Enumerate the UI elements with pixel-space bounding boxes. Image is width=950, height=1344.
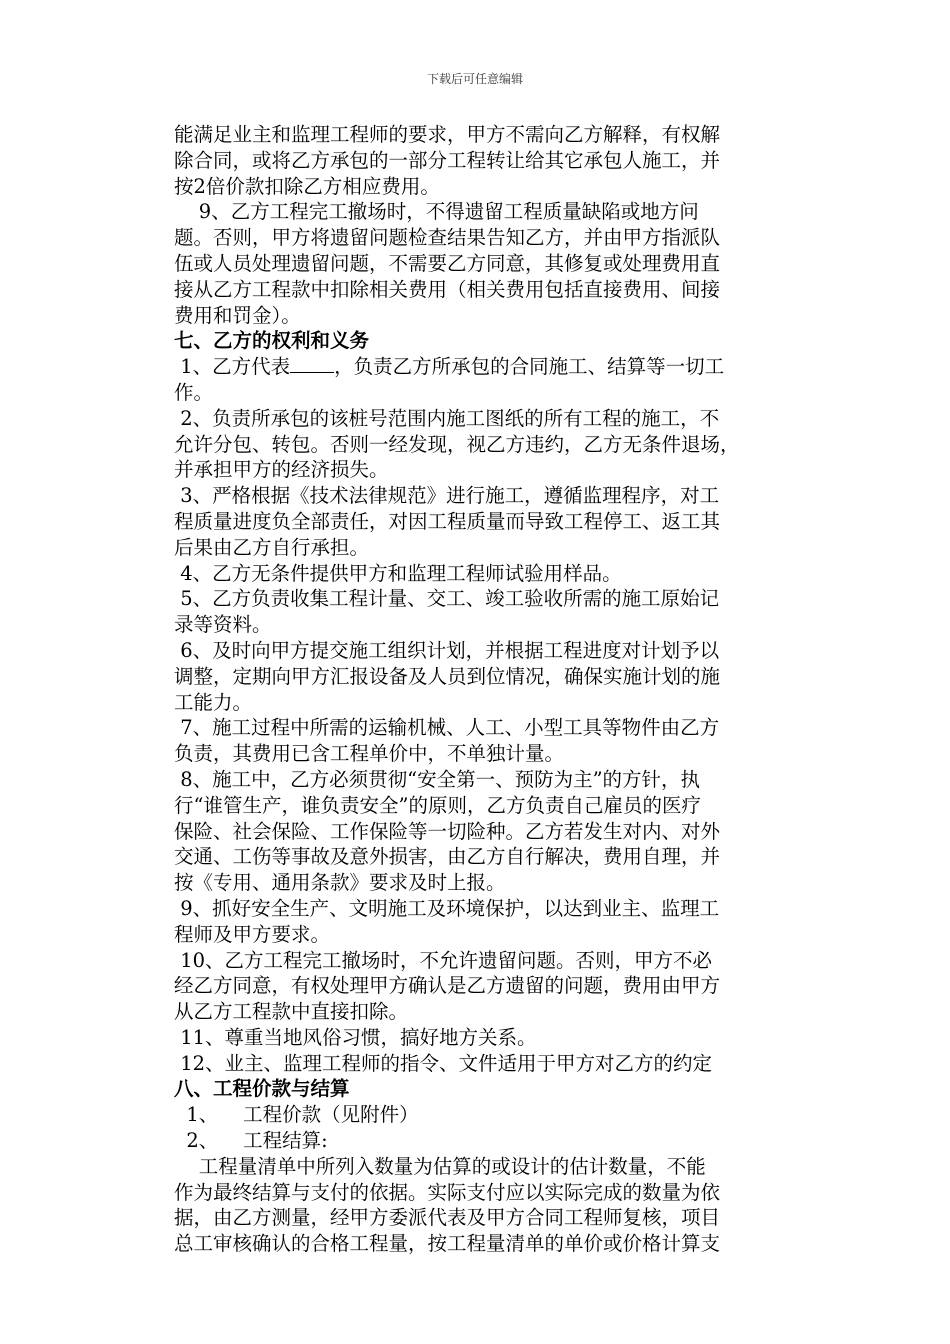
text-line: 交通、工伤等事故及意外损害，由乙方自行解决，费用自理，并: [174, 845, 721, 869]
text-line: 2、负责所承包的该桩号范围内施工图纸的所有工程的施工，不: [174, 406, 720, 430]
text-line: 调整，定期向甲方汇报设备及人员到位情况，确保实施计划的施: [174, 664, 721, 688]
text-line: 12、业主、监理工程师的指令、文件适用于甲方对乙方的约定: [174, 1051, 713, 1075]
page-header: 下载后可任意编辑: [426, 72, 523, 86]
text-line: 7、施工过程中所需的运输机械、人工、小型工具等物件由乙方: [174, 716, 720, 740]
document-body: [174, 122, 814, 1257]
text-line: 经乙方同意，有权处理甲方确认是乙方遗留的问题，费用由甲方: [174, 974, 721, 998]
text-line: 3、严格根据《技术法律规范》进行施工，遵循监理程序，对工: [174, 484, 720, 508]
section-heading: 七、乙方的权利和义务: [174, 329, 370, 353]
text-line: 从乙方工程款中直接扣除。: [174, 1000, 409, 1024]
text-line: 4、乙方无条件提供甲方和监理工程师试验用样品。: [174, 561, 622, 585]
text-line: 按2倍价款扣除乙方相应费用。: [174, 174, 440, 198]
text-line: 8、施工中，乙方必须贯彻“安全第一、预防为主”的方针，执: [174, 767, 701, 791]
text-line: 工程量清单中所列入数量为估算的或设计的估计数量，不能: [174, 1154, 706, 1178]
text-line: 程质量进度负全部责任，对因工程质量而导致工程停工、返工其: [174, 509, 721, 533]
text-line: 费用和罚金）。: [174, 303, 301, 327]
text-line: 11、尊重当地风俗习惯，搞好地方关系。: [174, 1025, 537, 1049]
text-line: 后果由乙方自行承担。: [174, 535, 370, 559]
text-line: 按《专用、通用条款》要求及时上报。: [174, 871, 506, 895]
text-line: 程师及甲方要求。: [174, 922, 331, 946]
text-line: 作为最终结算与支付的依据。实际支付应以实际完成的数量为依: [174, 1180, 721, 1204]
text-line: 工能力。: [174, 690, 253, 714]
text-line: 能满足业主和监理工程师的要求，甲方不需向乙方解释，有权解: [174, 123, 721, 146]
text-line: 6、及时向甲方提交施工组织计划，并根据工程进度对计划予以: [174, 638, 720, 662]
text-line: 接从乙方工程款中扣除相关费用（相关费用包括直接费用、间接: [174, 277, 721, 301]
text-line: 9、抓好安全生产、文明施工及环境保护，以达到业主、监理工: [174, 896, 720, 920]
text-line: 负责，其费用已含工程单价中，不单独计量。: [174, 742, 565, 766]
text-line: 10、乙方工程完工撤场时，不允许遗留问题。否则，甲方不必: [174, 948, 713, 972]
text-line: 并承担甲方的经济损失。: [174, 458, 389, 482]
text-line: 保险、社会保险、工作保险等一切险种。乙方若发生对内、对外: [174, 819, 721, 843]
text-line: 除合同，或将乙方承包的一部分工程转让给其它承包人施工，并: [174, 148, 721, 172]
blank-underline: [290, 354, 334, 373]
text-line: 作。: [174, 380, 214, 404]
text-line: 总工审核确认的合格工程量，按工程量清单的单价或价格计算支: [174, 1232, 721, 1256]
text-line: 2、 工程结算:: [174, 1129, 328, 1153]
text-line: 允许分包、转包。否则一经发现，视乙方违约，乙方无条件退场，: [174, 432, 740, 456]
text-line: 题。否则，甲方将遗留问题检查结果告知乙方，并由甲方指派队: [174, 226, 721, 250]
text-line: 5、乙方负责收集工程计量、交工、竣工验收所需的施工原始记: [174, 587, 720, 611]
section-heading: 八、工程价款与结算: [174, 1077, 350, 1101]
text-line: 伍或人员处理遗留问题，不需要乙方同意，其修复或处理费用直: [174, 251, 721, 275]
text-line: 行“谁管生产，谁负责安全”的原则，乙方负责自己雇员的医疗: [174, 793, 701, 817]
text-line: 1、乙方代表 ，负责乙方所承包的合同施工、结算等一切工: [174, 355, 725, 379]
text-line: 据，由乙方测量，经甲方委派代表及甲方合同工程师复核，项目: [174, 1206, 721, 1230]
text-line: 9、乙方工程完工撤场时，不得遗留工程质量缺陷或地方问: [174, 200, 699, 224]
text-line: 录等资料。: [174, 613, 272, 637]
text-line: 1、 工程价款（见附件）: [174, 1103, 419, 1127]
